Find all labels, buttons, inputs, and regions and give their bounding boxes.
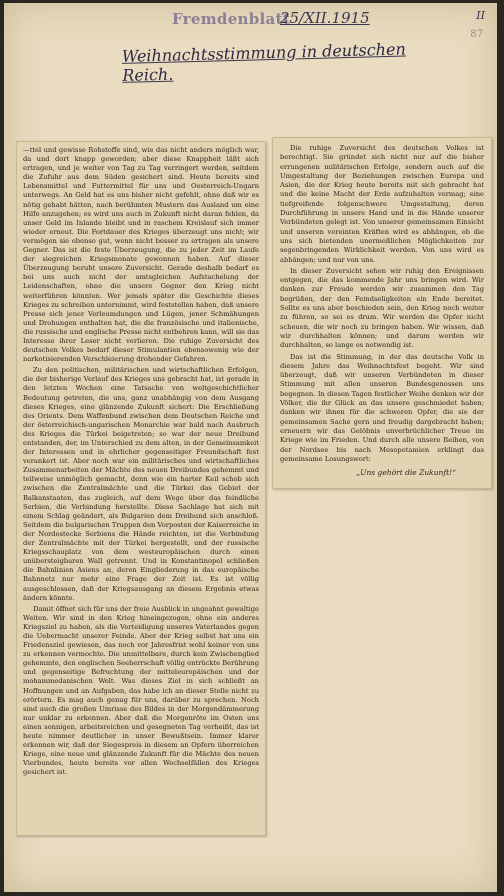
- left-paragraph-2: Zu den politischen, militärischen und wirtschaftlichen Erfolgen, die der bisherige Verlauf des Krieges uns gebracht hat, ist gerade in den letzten Wochen eine Tatsache von weltgeschichtlicher Bedeutung getreten, die uns, ganz unabhängig von dem Ausgang dieses Krieges, eine glänzende Zukunft sichert: Die Erschließung des Orients. Dem Waffenbund zwischen dem Deutschen Reiche und der österreichisch-ungarischen Monarchie war bald nach Ausbruch des Krieges die Türkei beigetreten; so war der neue Dreibund entstanden, der, im Unterschied zu dem alten, in der Gemeinsamkeit der Interessen und in ehrlicher gegenseitiger Freundschaft fest verankert ist. Aber noch war ein militärisches und wirtschaftliches Zusammenarbeiten der Mächte des neuen Dreibundes gehemmt und teilweise unmöglich gemacht, denn wie ein harter Keil schob sich zwischen die Zentralmächte und die Türkei das Gebiet der Balkanstaaten, das zugleich, auf dem Wege über das feindliche Serbien, die Verbindung herstellte. Diese Sachlage hat sich mit einem Schlag geändert, als Bulgarien dem Dreibund sich anschloß. Seitdem die bulgarischen Truppen den Vorposten der Kaiserreiche in der Nordostecke Serbiens die Hände reichten, ist die Verbindung der Zentralmächte mit der Türkei hergestellt, und der russische Kriegsschauplatz von dem westeuropäischen durch einen unübersteigbaren Wall getrennt. Und in Konstantinopel schließen die Bahnlinien Asiens an, deren Eingliederung in das europäische Bahnnetz nur mehr eine Frage der Zeit ist. Es ist völlig ausgeschlossen, daß der Kriegsausgang an diesem Ergebnis etwas ändern könnte.: [23, 366, 259, 602]
- handwritten-date: 25/XII.1915: [280, 9, 370, 27]
- right-clipping: [272, 137, 492, 489]
- left-paragraph-3: Damit öffnet sich für uns der freie Ausblick in ungeahnt gewaltige Weiten. Wir sind in den Krieg hineingezogen, ohne ein anderes Kriegsziel zu haben, als die Verteidigung unseres Vaterlandes gegen die Uebermacht unserer Feinde. Aber der Krieg selbst hat uns ein Friedensziel gewiesen, das noch vor Jahresfrist wohl keiner von uns zu erkennen vermochte. Die unmittelbare, durch kein Zwischenglied gehemmte, den englischen Seeherrschaft völlig entrückte Berührung und gegenseitige Befruchtung der mitteleuropäischen und der mohammedanischen Welt. Was dieses Ziel in sich schließt an Hoffnungen und an Aufgaben, das habe ich an dieser Stelle nicht zu erörtern. Es mag auch genug für uns, darüber zu sprechen. Noch sind auch die großen Umrisse des Bildes in der Morgendämmerung nur unklar zu erkennen. Aber daß die Morgenröte im Osten uns einen sonnigen, arbeitsreichen und gesegneten Tag verheißt, das ist heute nimmer deutlicher in unser Bewußtsein. Immer klarer erkennen wir, daß der Siegespreis in diesem an Opfern überreichen Kriege, eine neue und glänzende Zukunft für die Mächte des neuen Vierbundes, heute bereits vor allen Wechselfällen des Krieges gesichert ist.: [23, 604, 259, 777]
- newspaper-stamp: Fremdenblatt: [172, 10, 291, 28]
- closing-slogan: „Uns gehört die Zukunft!“: [356, 468, 456, 478]
- right-paragraph-2: In dieser Zuversicht sehen wir ruhig den Ereignissen entgegen, die das kommende Jahr uns bringen wird. Wir danken zur Freude werden wir zusammen den Tag begrüßen, der den Feindseligkeiten ein Ende bereitet. Sollte es uns aber beschieden sein, den Krieg noch weiter zu führen, so sei es drum. Wir werden die Opfer nicht scheuen, die wir noch zu bringen haben. Wir wissen, daß wir durchhalten können; und darum werden wir durchhalten, so lange es notwendig ist.: [280, 266, 484, 350]
- archive-sheet: [4, 3, 497, 892]
- page-number: II: [476, 9, 485, 22]
- left-clipping: [16, 141, 266, 836]
- archive-mark: 87: [470, 29, 483, 40]
- right-paragraph-3: Das ist die Stimmung, in der das deutsche Volk in diesem Jahre das Weihnachtsfest begeht. Wir sind überzeugt, daß wir unseren Verbündeten in dieser Stimmung mit allen unseren Bundesgenossen uns begegnen. In diesen Tagen festlicher Weihe denken wir der Völker, die ihr Glück an das unsere geschmiedet haben; danken wir ihnen für die schweren Opfer, die sie der gemeinsamen Sache gern und freudig dargebracht haben; erneuern wir das Gelöbnis unverbrüchlicher Treue im Kriege wie im Frieden. Und durch alle unsere Reihen, von der Nordsee bis nach Mesopotamien erklingt das gemeinsame Losungswort:: [280, 352, 484, 463]
- handwritten-title: Weihnachtsstimmung in deutschen Reich.: [121, 39, 406, 85]
- right-paragraph-1: Die ruhige Zuversicht des deutschen Volkes ist berechtigt. Sie gründet sich nicht nur auf die bisher errungenen militärischen Erfolge, sondern auch auf die Umgestaltung der Beziehungen zwischen Europa und Asien, die der Krieg heute bereits mit sich gebracht hat und die keine Macht der Erde aufzuhalten vermag; eine tiefgreifende folgenschwere Umgestaltung, deren Durchführung in unsere Hand und in die Hände unserer Verbündeten gelegt ist. Von unserer gemeinsamen Einsicht und unseren vereinten Kräften wird es abhängen, ob die uns sich bietenden unermeßlichen Möglichkeiten zur segenbringenden Wirklichkeit werden. Von uns wird es abhängen; und nur von uns.: [280, 144, 484, 264]
- left-paragraph-1: —ttel und gewisse Rohstoffe sind, wie das nicht anders möglich war, da und dort knapp geworden; aber diese Knappheit läßt sich ertragen, und je weiter von Tag zu Tag verringert werden, seitdem die Zufuhr aus dem Süden gesichert sind. Heute bereits sind Lebensmittel und Futtermittel für uns und Oesterreich-Ungarn unterwegs. An Geld hat es uns bisher nicht gefehlt, ohne daß wir es nötig gehabt hätten, nach berühmten Mustern das Ausland um eine Hilfe anzugehen; es wird uns auch in Zukunft nicht daran fehlen, da unser Geld im Inlande bleibt und in raschem Kreislauf sich immer wieder erneut. Die Fortdauer des Krieges überzeugt uns nicht; wir vermögen sie ebenso gut, wenn nicht besser zu ertragen als unsere Gegner. Das ist die feste Überzeugung, die zu jeder Zeit im Laufe der siegreichen Kriegsmonate gewonnen haben. Auf dieser Überzeugung beruht unsere Zuversicht. Gerade deshalb bedarf es bei uns auch nicht der amtsgleichen Aufstachelung der Leidenschaften, ohne die unsere Gegner den Krieg nicht weiterführen könnten. Wer jemals später die Geschichte dieses Krieges zu schreiben unternimmt, wird feststellen haben, daß unsere Presse sich jener Verleumdungen und Lügen, jener Schmähungen und Drohungen enthalten hat, die die französische und italienische, die russische und englische Presse nicht entbehren kann, will sie das Interesse ihrer Leser nicht verlieren. Die ruhige Zuversicht des deutschen Volkes bedarf dieser Stimulantien ebensowenig wie der narkotisierenden Verschleierung drohender Gefahren.: [23, 146, 259, 364]
